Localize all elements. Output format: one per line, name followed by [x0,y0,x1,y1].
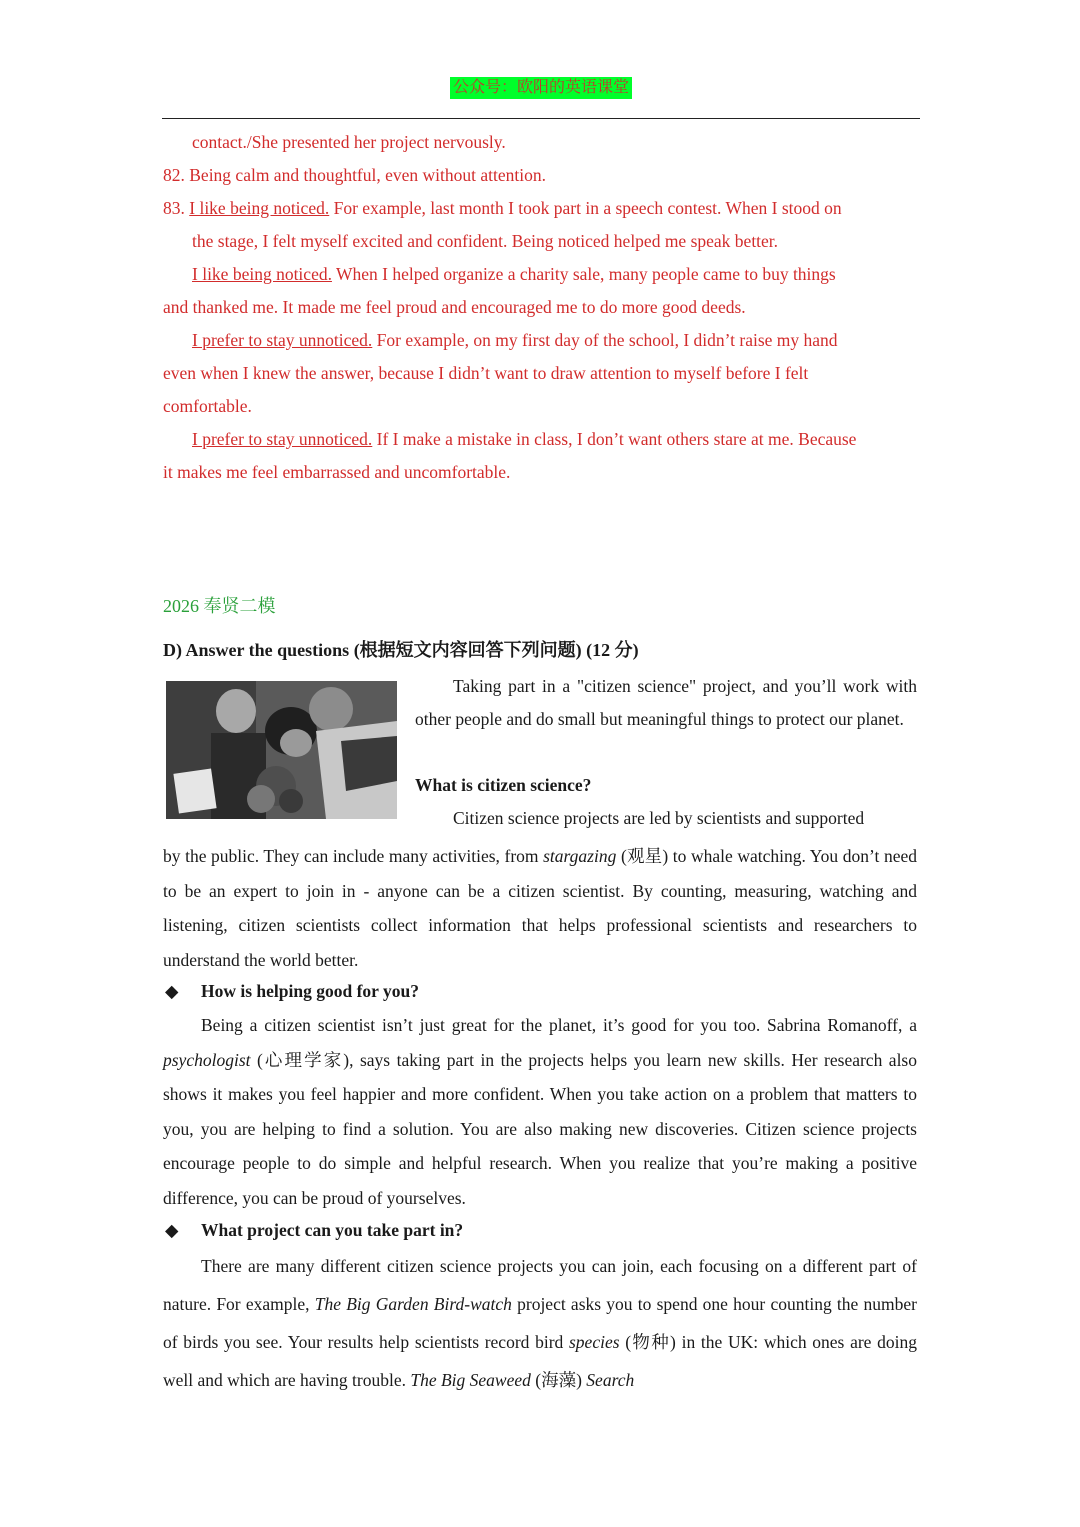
answer-para-2: I like being noticed. When I helped organize a charity sale, many people came to buy things [192,264,836,284]
heading-how-helping: ◆ How is helping good for you? [165,981,419,1001]
header-rule [162,118,920,119]
section-title: D) Answer the questions (根据短文内容回答下列问题) (12 分) [163,640,639,660]
article-p1-start: Citizen science projects are led by scientists and supported [453,808,865,828]
answer-83-line2: the stage, I felt myself excited and confident. Being noticed helped me speak better. [192,231,779,251]
photo-illustration [166,681,397,819]
diamond-bullet-icon: ◆ [165,981,179,1001]
exam-source: 2026 奉贤二模 [163,596,276,616]
article-p2: Being a citizen scientist isn’t just great for the planet, it’s good for you too. Sabrina Romanoff, a psychologist (心理学家), says taking part in the projects helps you learn new skills. Her research also shows it makes you feel happier and more confident. When you take action on a problem that matters to you, you are helping to find a solution. You are also making new discoveries. Citizen science projects encourage people to do simple and helpful research. When you realize that you’re making a positive difference, you can be proud of yourselves. [163,1015,917,1208]
diamond-bullet-icon: ◆ [165,1220,179,1240]
answer-para-3-line2: even when I knew the answer, because I didn’t want to draw attention to myself before I felt [163,363,809,383]
article-p1: by the public. They can include many activities, from stargazing (观星) to whale watching. You don’t need to be an expert to join in - anyone can be a citizen scientist. By counting, measuring, watching and listening, citizen scientists collect information that helps professional scientists and researchers to understand the world better. [163,846,918,970]
answer-para-3: I prefer to stay unnoticed. For example, on my first day of the school, I didn’t raise my hand [192,330,838,350]
header-tag: 公众号：欧阳的英语课堂 [450,77,632,99]
answer-82: 82. Being calm and thoughtful, even without attention. [163,165,546,185]
article-p3: There are many different citizen science projects you can join, each focusing on a different part of nature. For example, The Big Garden Bird-watch project asks you to spend one hour counting the number of birds you see. Your results help scientists record bird species (物种) in the UK: which ones are doing well and which are having trouble. The Big Seaweed (海藻) Search [163,1256,917,1390]
heading-what-project: ◆ What project can you take part in? [165,1220,464,1240]
answer-83: 83. I like being noticed. For example, last month I took part in a speech contest. When I stood on [163,198,842,218]
answer-line: contact./She presented her project nervously. [192,132,506,152]
answer-para-3-line3: comfortable. [163,396,252,416]
answer-para-2-line2: and thanked me. It made me feel proud and encouraged me to do more good deeds. [163,297,746,317]
article-intro: Taking part in a "citizen science" project, and you’ll work with other people and do small but meaningful things to protect our planet. [415,676,917,729]
answer-para-4: I prefer to stay unnoticed. If I make a mistake in class, I don’t want others stare at me. Because [192,429,857,449]
heading-what-is: What is citizen science? [415,775,592,795]
answer-para-4-line2: it makes me feel embarrassed and uncomfortable. [163,462,511,482]
article-photo [166,681,397,819]
